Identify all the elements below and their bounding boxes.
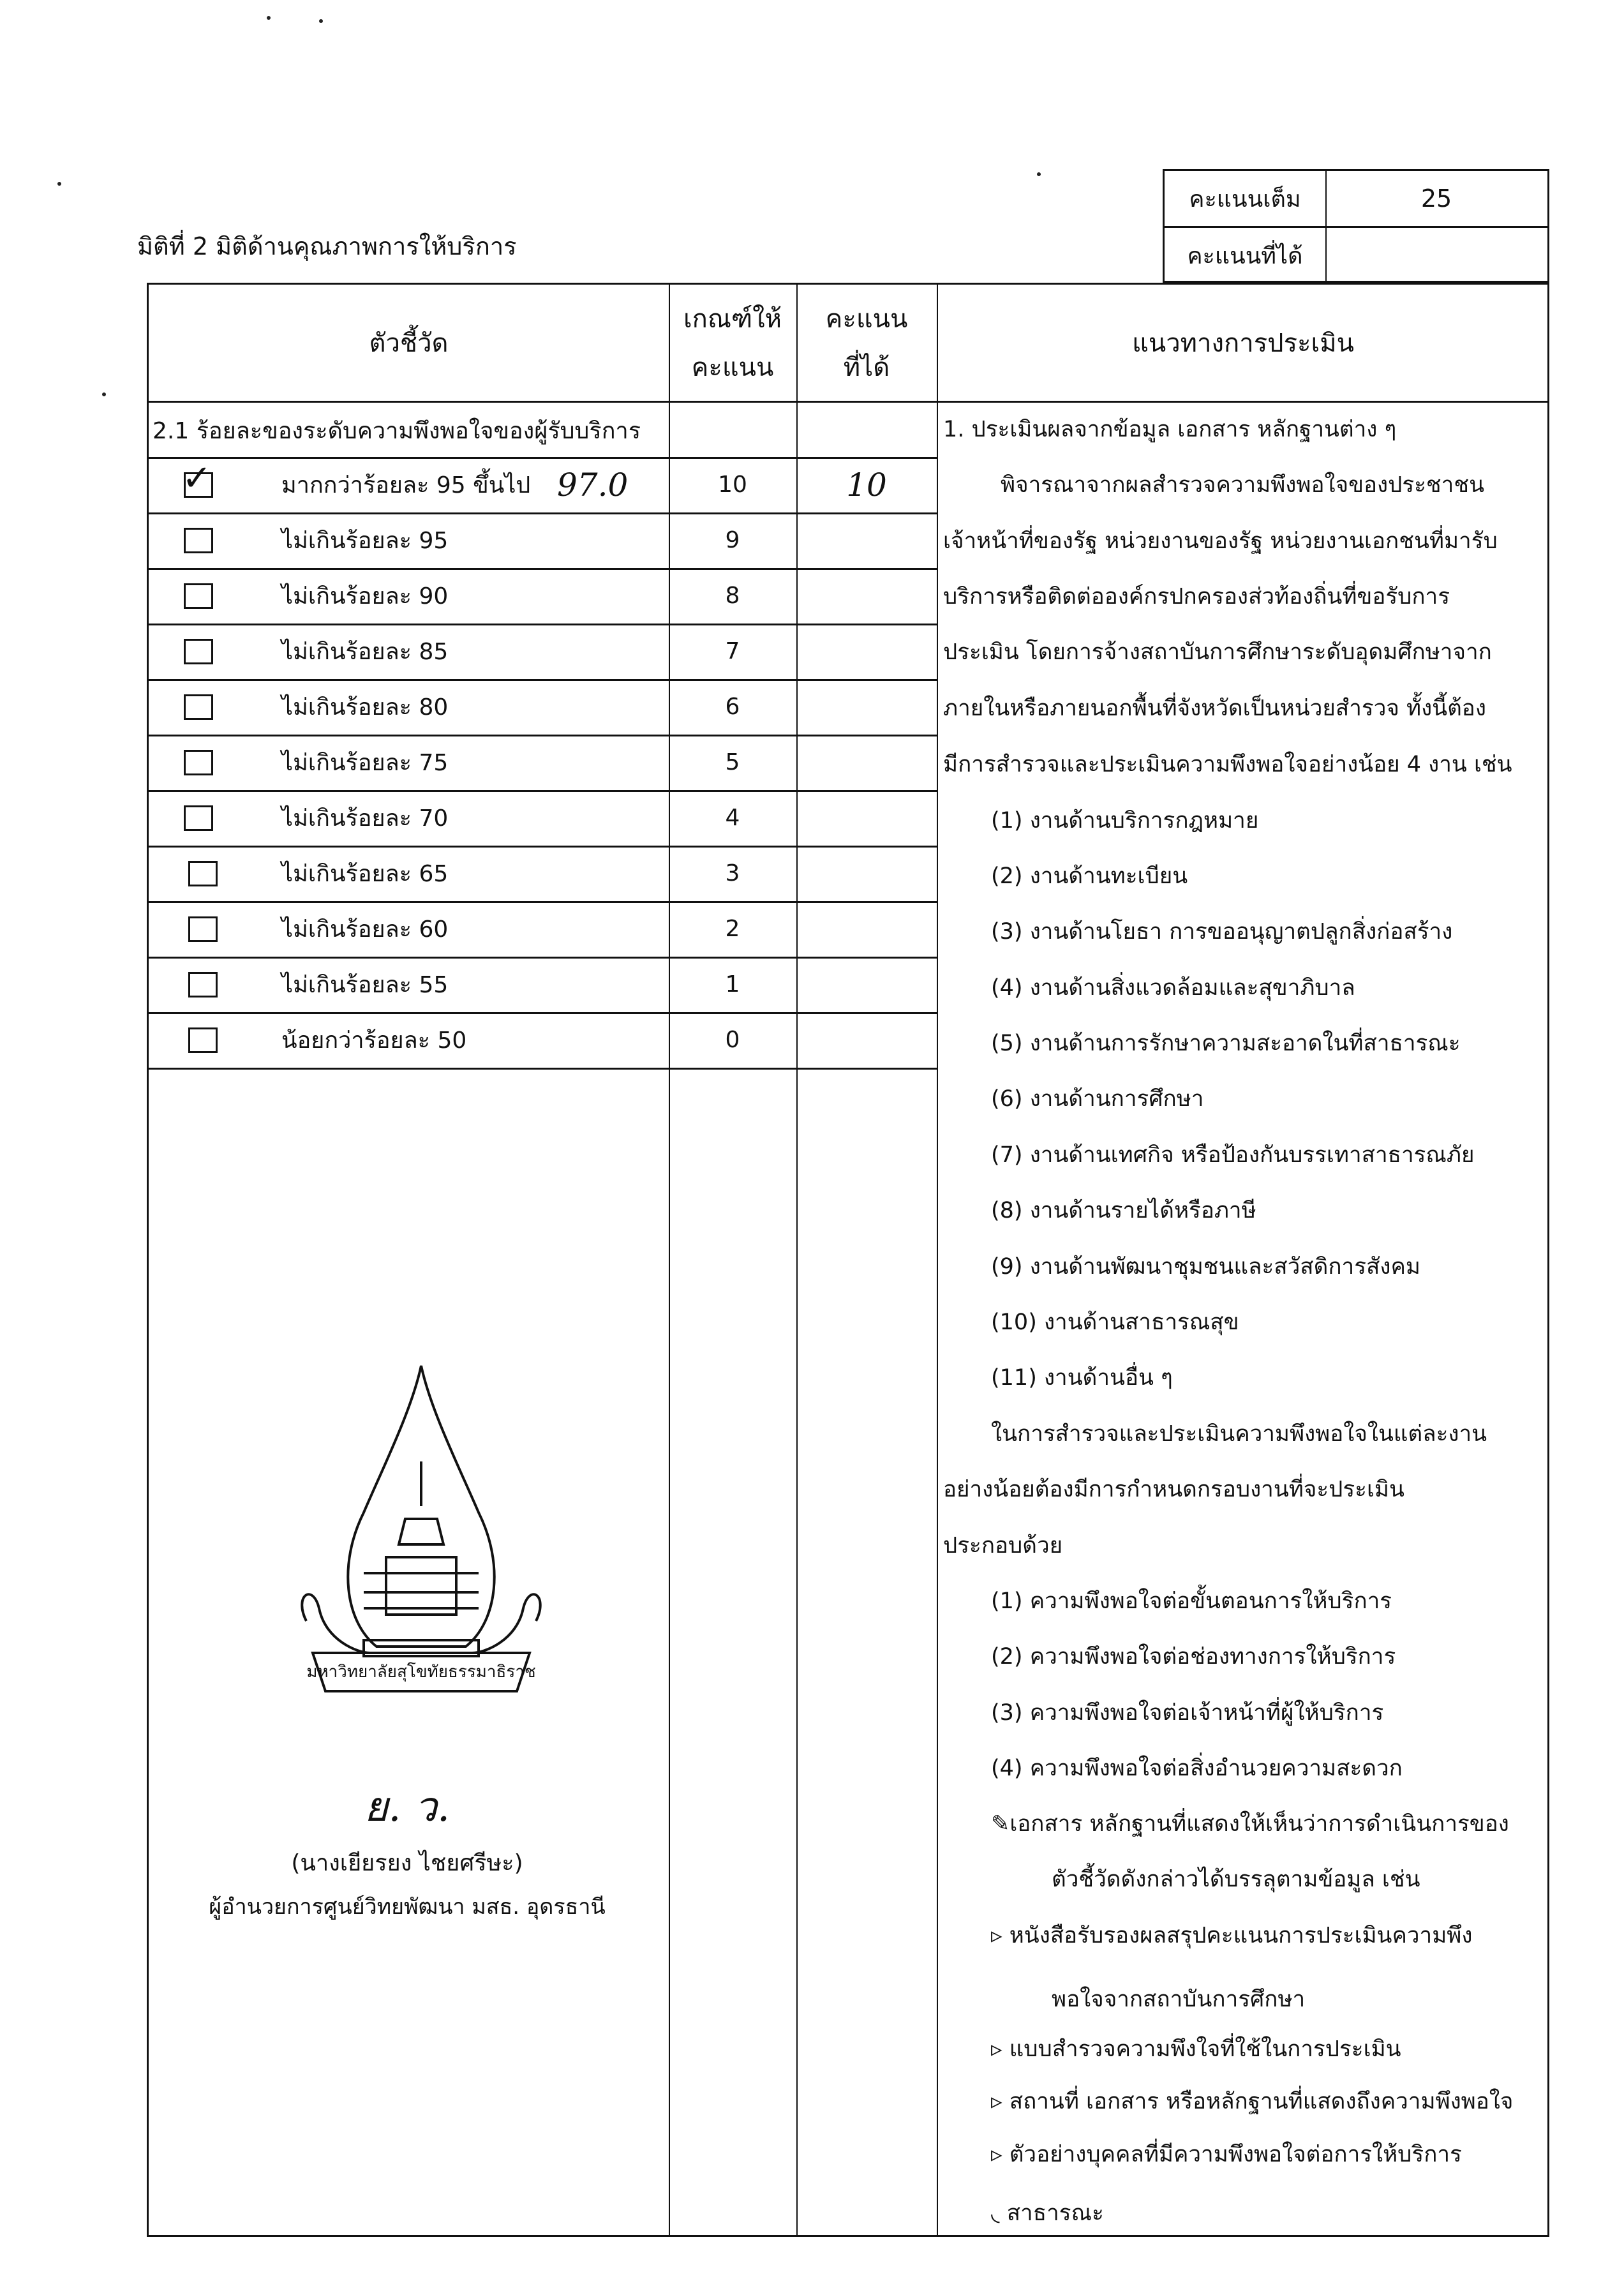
- option-checkbox[interactable]: [184, 694, 213, 720]
- guideline-line-text: เจ้าหน้าที่ของรัฐ หน่วยงานของรัฐ หน่วยงานเอกชนที่มารับ: [943, 528, 1498, 554]
- obtained-score-value[interactable]: [1325, 228, 1547, 283]
- score-box: [1163, 169, 1549, 283]
- option-label: ไม่เกินร้อยละ 95: [281, 528, 449, 554]
- criteria-value: 0: [725, 1027, 740, 1053]
- criteria-value: 10: [718, 472, 747, 498]
- header-criteria-line1: เกณฑ์ให้: [683, 304, 782, 334]
- guideline-line: [943, 2195, 1591, 2230]
- guideline-line: [943, 523, 1543, 558]
- guideline-line: [943, 1081, 1591, 1116]
- obtained-score-cell[interactable]: [796, 735, 937, 790]
- criteria-value: 3: [725, 860, 740, 886]
- signer-name: (นางเยียรยง ไชยศรีษะ): [291, 1850, 523, 1876]
- criteria-value: 8: [725, 583, 740, 609]
- criteria-value: 2: [725, 916, 740, 942]
- guideline-line: [943, 970, 1591, 1005]
- header-score-line2: ที่ได้: [843, 353, 890, 382]
- guideline-line: [943, 2137, 1591, 2172]
- guideline-line-text: ในการสำรวจและประเมินความพึงพอใจในแต่ละงาน: [991, 1421, 1487, 1447]
- option-label: มากกว่าร้อยละ 95 ขึ้นไป: [281, 472, 531, 498]
- guideline-line: [943, 1982, 1624, 2017]
- guideline-line-text: บริการหรือติดต่อองค์กรปกครองส่วท้องถิ่นที่ขอรับการ: [943, 584, 1450, 609]
- option-checkbox[interactable]: [188, 1027, 218, 1053]
- guideline-line-text: (3) ความพึงพอใจต่อเจ้าหน้าที่ผู้ให้บริการ: [991, 1700, 1384, 1726]
- guideline-line-text: อย่างน้อยต้องมีการกำหนดกรอบงานที่จะประเมิน: [943, 1477, 1404, 1502]
- hand-mark-icon: ◟: [991, 2200, 1007, 2226]
- guideline-line: [943, 803, 1591, 838]
- guideline-line: [943, 2084, 1591, 2119]
- university-emblem-icon: [268, 1353, 574, 1710]
- guideline-line: [943, 691, 1543, 726]
- option-label: ไม่เกินร้อยละ 90: [281, 583, 449, 609]
- guideline-line-text: (4) ความพึงพอใจต่อสิ่งอำนวยความสะดวก: [991, 1756, 1403, 1781]
- guideline-line: [943, 1918, 1591, 1953]
- obtained-score-cell[interactable]: [796, 568, 937, 624]
- option-checkbox[interactable]: [184, 639, 213, 664]
- obtained-score-cell[interactable]: [796, 901, 937, 957]
- guideline-line: [943, 467, 1600, 502]
- guideline-line-text: 1. ประเมินผลจากข้อมูล เอกสาร หลักฐานต่าง ๆ: [943, 417, 1397, 442]
- emblem-caption: มหาวิทยาลัยสุโขทัยธรรมาธิราช: [306, 1662, 536, 1682]
- obtained-score-cell[interactable]: [796, 512, 937, 568]
- guideline-line-text: พอใจจากสถาบันการศึกษา: [1052, 1987, 1306, 2012]
- check-icon: ✓: [182, 458, 212, 499]
- guideline-line: [943, 1583, 1591, 1618]
- indicator-title: 2.1 ร้อยละของระดับความพึงพอใจของผู้รับบริการ: [153, 417, 641, 444]
- header-score: [796, 285, 937, 402]
- guideline-line-text: (11) งานด้านอื่น ๆ: [991, 1365, 1173, 1391]
- guideline-line: [943, 1249, 1591, 1284]
- header-guideline-label: แนวทางการประเมิน: [1132, 329, 1354, 358]
- guideline-line-text: มีการสำรวจและประเมินความพึงพอใจอย่างน้อย 4 งาน เช่น: [943, 752, 1512, 777]
- header-score-line1: คะแนน: [825, 304, 908, 334]
- guideline-line: [943, 1193, 1591, 1228]
- guideline-line-text: ตัวชี้วัดดังกล่าวได้บรรลุตามข้อมูล เช่น: [1052, 1867, 1420, 1892]
- guideline-line-text: ตัวอย่างบุคคลที่มีความพึงพอใจต่อการให้บริการ: [1009, 2142, 1462, 2167]
- option-checkbox[interactable]: [184, 805, 213, 831]
- arrow-bullet-icon: ▹: [991, 2036, 1009, 2062]
- obtained-score-cell[interactable]: [796, 957, 937, 1012]
- arrow-bullet-icon: ▹: [991, 2089, 1009, 2114]
- option-checkbox[interactable]: [188, 861, 218, 886]
- guideline-line-text: ภายในหรือภายนอกพื้นที่จังหวัดเป็นหน่วยสำรวจ ทั้งนี้ต้อง: [943, 696, 1486, 721]
- full-score-value: 25: [1420, 184, 1452, 213]
- col-divider: [937, 285, 938, 2235]
- guideline-line-text: (5) งานด้านการรักษาความสะอาดในที่สาธารณะ: [991, 1031, 1461, 1056]
- arrow-bullet-icon: ▹: [991, 1923, 1009, 1948]
- guideline-line: [943, 1862, 1624, 1897]
- note-mark-icon: ✎: [991, 1811, 1010, 1837]
- option-checkbox[interactable]: [184, 528, 213, 553]
- guideline-line-text: ประเมิน โดยการจ้างสถาบันการศึกษาระดับอุดมศึกษาจาก: [943, 639, 1492, 665]
- guideline-line-text: สถานที่ เอกสาร หรือหลักฐานที่แสดงถึงความพึงพอใจ: [1009, 2089, 1514, 2114]
- guideline-line: [943, 914, 1591, 949]
- criteria-value: 7: [725, 638, 740, 664]
- guideline-line-text: (8) งานด้านรายได้หรือภาษี: [991, 1198, 1256, 1223]
- guideline-line: [943, 412, 1543, 447]
- criteria-value: 4: [725, 805, 740, 831]
- guideline-line: [943, 579, 1543, 614]
- guideline-line: [943, 1528, 1543, 1563]
- guideline-line-text: (1) งานด้านบริการกฎหมาย: [991, 808, 1259, 833]
- obtained-score-cell[interactable]: [796, 846, 937, 901]
- handwritten-signature: ย. ว.: [364, 1784, 451, 1831]
- header-criteria-line2: คะแนน: [691, 353, 774, 382]
- guideline-line-text: สาธารณะ: [1006, 2200, 1104, 2226]
- guideline-line-text: (9) งานด้านพัฒนาชุมชนและสวัสดิการสังคม: [991, 1254, 1420, 1280]
- option-label: ไม่เกินร้อยละ 80: [281, 694, 449, 721]
- criteria-value: 1: [725, 971, 740, 997]
- guideline-line: [943, 1416, 1591, 1451]
- guideline-line-text: (2) งานด้านทะเบียน: [991, 863, 1188, 889]
- arrow-bullet-icon: ▹: [991, 2142, 1009, 2167]
- option-label: ไม่เกินร้อยละ 70: [281, 805, 449, 832]
- obtained-score-cell[interactable]: [796, 624, 937, 679]
- guideline-line-text: ประกอบด้วย: [943, 1533, 1063, 1558]
- option-checkbox[interactable]: [188, 972, 218, 997]
- criteria-value: 9: [725, 527, 740, 553]
- guideline-line: [943, 634, 1543, 669]
- handwritten-percent: 97.0: [557, 466, 629, 504]
- row-divider: [149, 401, 1549, 403]
- option-checkbox[interactable]: [184, 750, 213, 775]
- option-label: ไม่เกินร้อยละ 65: [281, 861, 449, 887]
- criteria-value: 5: [725, 749, 740, 775]
- guideline-line: [943, 1639, 1591, 1674]
- header-criteria: [669, 285, 796, 402]
- obtained-score-row: [1165, 226, 1547, 283]
- guideline-line: [943, 1806, 1591, 1841]
- guideline-line-text: (1) ความพึงพอใจต่อขั้นตอนการให้บริการ: [991, 1588, 1392, 1614]
- guideline-line: [943, 1360, 1591, 1395]
- guideline-line: [943, 1137, 1591, 1172]
- guideline-line: [943, 858, 1591, 893]
- guideline-line-text: หนังสือรับรองผลสรุปคะแนนการประเมินความพึง: [1009, 1923, 1473, 1948]
- guideline-line-text: (3) งานด้านโยธา การขออนุญาตปลูกสิ่งก่อสร้าง: [991, 919, 1453, 945]
- full-score-row: [1165, 171, 1547, 226]
- obtained-score-cell[interactable]: [796, 1012, 937, 1068]
- option-label: ไม่เกินร้อยละ 85: [281, 639, 449, 665]
- option-label: น้อยกว่าร้อยละ 50: [281, 1027, 467, 1054]
- header-indicator: [149, 285, 669, 402]
- guideline-line: [943, 2031, 1591, 2066]
- signer-position: ผู้อำนวยการศูนย์วิทยพัฒนา มสธ. อุดรธานี: [209, 1894, 606, 1920]
- guideline-line: [943, 1304, 1591, 1340]
- guideline-line-text: เอกสาร หลักฐานที่แสดงให้เห็นว่าการดำเนินการของ: [1009, 1811, 1509, 1837]
- option-label: ไม่เกินร้อยละ 60: [281, 916, 449, 943]
- criteria-value: 6: [725, 694, 740, 720]
- guideline-line-text: (7) งานด้านเทศกิจ หรือป้องกันบรรเทาสาธารณภัย: [991, 1142, 1475, 1168]
- guideline-line: [943, 1026, 1591, 1061]
- guideline-line: [943, 1751, 1591, 1786]
- row-divider: [149, 1068, 937, 1070]
- guideline-line: [943, 1695, 1591, 1730]
- header-indicator-label: ตัวชี้วัด: [369, 329, 449, 358]
- section-title: มิติที่ 2 มิติด้านคุณภาพการให้บริการ: [137, 232, 517, 260]
- guideline-line-text: (2) ความพึงพอใจต่อช่องทางการให้บริการ: [991, 1644, 1396, 1670]
- obtained-score-cell[interactable]: [796, 790, 937, 846]
- option-label: ไม่เกินร้อยละ 55: [281, 972, 449, 998]
- guideline-line-text: (10) งานด้านสาธารณสุข: [991, 1310, 1239, 1335]
- header-guideline: [937, 285, 1549, 402]
- option-checkbox[interactable]: [188, 916, 218, 942]
- guideline-line: [943, 747, 1543, 782]
- guideline-line-text: (6) งานด้านการศึกษา: [991, 1086, 1204, 1112]
- guideline-line-text: (4) งานด้านสิ่งแวดล้อมและสุขาภิบาล: [991, 975, 1355, 1001]
- guideline-line-text: แบบสำรวจความพึงใจที่ใช้ในการประเมิน: [1009, 2036, 1401, 2062]
- obtained-score-cell[interactable]: 10: [846, 466, 887, 504]
- guideline-line: [943, 1472, 1543, 1507]
- obtained-score-label: คะแนนที่ได้: [1165, 228, 1327, 283]
- full-score-label: คะแนนเต็ม: [1165, 171, 1327, 226]
- option-checkbox[interactable]: [184, 583, 213, 609]
- option-label: ไม่เกินร้อยละ 75: [281, 750, 449, 776]
- guideline-line-text: พิจารณาจากผลสำรวจความพึงพอใจของประชาชน: [1001, 472, 1485, 498]
- obtained-score-cell[interactable]: [796, 679, 937, 735]
